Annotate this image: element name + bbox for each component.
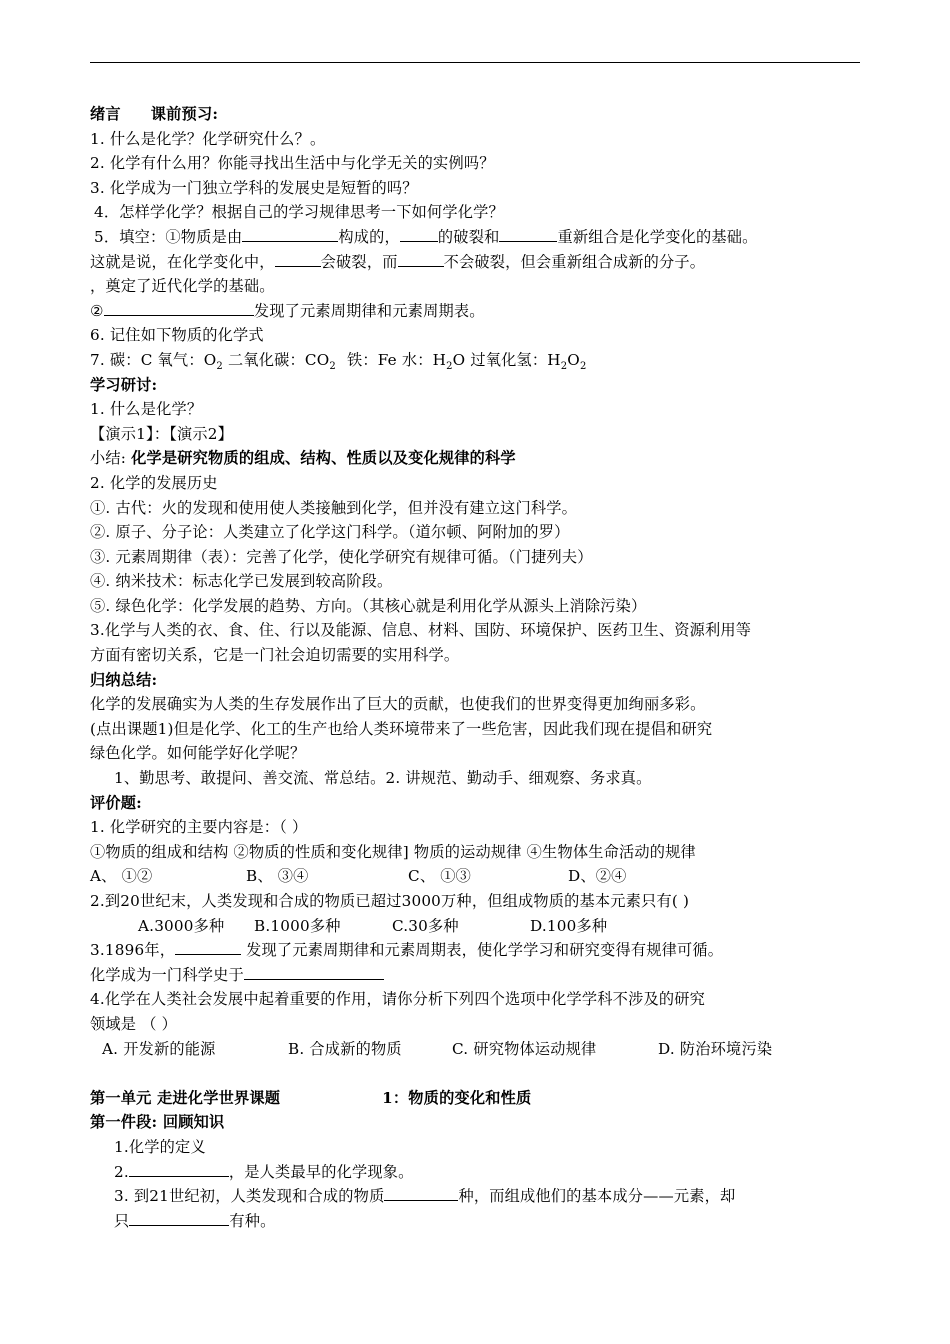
text: 这就是说，在化学变化中，: [90, 252, 275, 271]
subscript: 2: [560, 360, 568, 372]
text: 二氧化碳：CO: [227, 350, 330, 369]
study-3a: 3.化学与人类的衣、食、住、行以及能源、信息、材料、国防、环境保护、医药卫生、资源利用等: [90, 621, 752, 640]
text: 不会破裂，但会重新组合成新的分子。: [443, 252, 706, 271]
text: 发现了元素周期律和元素周期表。: [253, 301, 485, 320]
fill-blank[interactable]: [499, 226, 557, 242]
conclude-1: 化学的发展确实为人类的生存发展作出了巨大的贡献，也使我们的世界变得更加绚丽多彩。: [90, 695, 706, 714]
fill-blank[interactable]: [398, 251, 444, 267]
conclude-heading: 归纳总结:: [90, 670, 158, 689]
summary-text: 化学是研究物质的组成、结构、性质以及变化规律的科学: [131, 449, 516, 468]
eval-3-cont: [90, 963, 865, 988]
stage-heading: 第一件段: 回顾知识: [90, 1113, 225, 1132]
text: 会破裂，而: [320, 252, 398, 271]
text: 7. 碳：C 氧气：O: [90, 350, 217, 369]
eval-1-items: ①物质的组成和结构 ②物质的性质和变化规律] 物质的运动规律 ④生物体生命活动的规律: [90, 842, 696, 861]
fill-blank[interactable]: [104, 300, 254, 316]
question-4: 4．怎样学化学？根据自己的学习规律思考一下如何学化学？: [94, 203, 504, 222]
fill-blank[interactable]: [384, 1185, 458, 1201]
fill-blank[interactable]: [129, 1161, 229, 1177]
text: ，是人类最早的化学现象。: [228, 1162, 414, 1181]
fill-blank[interactable]: [275, 251, 321, 267]
section-subtitle: 课前预习:: [150, 105, 219, 123]
conclude-3: 绿色化学。如何能学好化学呢？: [90, 744, 306, 763]
option-b[interactable]: B. 合成新的物质: [288, 1039, 402, 1058]
text: 种，而组成他们的基本成分——元素，却: [458, 1187, 736, 1206]
option-c[interactable]: C、 ①③: [408, 867, 472, 886]
eval-4: 4.化学在人类社会发展中起着重要的作用，请你分析下列四个选项中化学学科不涉及的研究: [90, 990, 706, 1009]
text: 构成的，: [338, 227, 400, 246]
eval-2: 2.到20世纪末，人类发现和合成的物质已超过3000万种，但组成物质的基本元素只有( ): [90, 892, 690, 910]
option-a[interactable]: A.3000多种: [138, 916, 225, 935]
fill-blank[interactable]: [244, 964, 384, 980]
conclude-4: 1、勤思考、敢提问、善交流、常总结。2. 讲规范、勤动手、细观察、务求真。: [114, 769, 652, 788]
review-3-cont: [90, 1209, 865, 1234]
text: 2.: [114, 1162, 129, 1181]
study-1: 1. 什么是化学？: [90, 400, 203, 419]
text: 发现了元素周期律和元素周期表，使化学学习和研究变得有规律可循。: [241, 941, 724, 960]
review-1: 1.化学的定义: [114, 1137, 206, 1156]
summary-line: [90, 446, 865, 471]
text: 重新组合是化学变化的基础。: [557, 227, 758, 246]
question-7: [90, 348, 865, 373]
question-5-part2: [90, 299, 865, 324]
history-4: ④. 纳米技术：标志化学已发展到较高阶段。: [90, 572, 393, 591]
spacer: [90, 1061, 865, 1086]
subscript: 2: [579, 360, 587, 372]
header-rule: [90, 62, 860, 63]
option-a[interactable]: A、 ①②: [90, 867, 153, 886]
question-5-cont: [90, 250, 865, 275]
question-1: 1. 什么是化学？化学研究什么？。: [90, 129, 326, 148]
fill-blank[interactable]: [242, 226, 338, 242]
study-3b: 方面有密切关系，它是一门社会迫切需要的实用科学。: [90, 646, 460, 665]
text: ②: [90, 301, 104, 320]
summary-label: 小结:: [90, 449, 132, 468]
option-d[interactable]: D.100多种: [530, 916, 608, 935]
unit-title: 第一单元 走进化学世界课题: [90, 1088, 281, 1107]
question-5-cont2: ，奠定了近代化学的基础。: [90, 277, 275, 296]
option-c[interactable]: C.30多种: [392, 916, 459, 935]
section-title: 绪言: [90, 105, 121, 123]
study-heading: 学习研讨:: [90, 375, 158, 394]
question-3: 3. 化学成为一门独立学科的发展史是短暂的吗？: [90, 178, 418, 197]
text: 铁：Fe 水：H: [346, 350, 447, 369]
review-3: [90, 1184, 865, 1209]
subscript: 2: [329, 360, 336, 372]
question-6: 6. 记住如下物质的化学式: [90, 326, 264, 345]
text: 3. 到21世纪初，人类发现和合成的物质: [114, 1187, 385, 1206]
fill-blank[interactable]: [400, 226, 438, 242]
study-2: 2. 化学的发展历史: [90, 473, 218, 492]
history-5: ⑤. 绿色化学：化学发展的趋势、方向。（其核心就是利用化学从源头上消除污染）: [90, 596, 647, 615]
question-5: [90, 225, 865, 250]
eval-4-options: [90, 1037, 865, 1062]
document-body: [90, 102, 865, 1233]
option-c[interactable]: C. 研究物体运动规律: [452, 1039, 597, 1058]
eval-1-options: [90, 864, 865, 889]
option-b[interactable]: B、 ③④: [246, 867, 309, 886]
eval-3: [90, 938, 865, 963]
eval-1: 1. 化学研究的主要内容是：（ ）: [90, 818, 308, 837]
option-b[interactable]: B.1000多种: [254, 916, 341, 935]
unit-heading: [90, 1086, 865, 1111]
text: 的破裂和: [437, 227, 500, 246]
option-d[interactable]: D、②④: [568, 867, 627, 886]
eval-4-cont: 领域是 （ ）: [90, 1014, 177, 1033]
text: 有种。: [229, 1211, 276, 1230]
question-2: 2. 化学有什么用？你能寻找出生活中与化学无关的实例吗？: [90, 154, 495, 173]
history-3: ③. 元素周期律（表）：完善了化学，使化学研究有规律可循。（门捷列夫）: [90, 547, 593, 566]
preview-heading: [90, 102, 865, 127]
conclude-2: (点出课题1)但是化学、化工的生产也给人类环境带来了一些危害，因此我们现在提倡和研究: [90, 719, 713, 738]
text: 3.1896年，: [90, 941, 176, 960]
text: O 过氧化氢：H: [452, 350, 561, 369]
text: 只: [114, 1211, 130, 1230]
fill-blank[interactable]: [175, 939, 241, 955]
subscript: 2: [446, 360, 453, 372]
text: 5．填空：①物质是由: [94, 227, 243, 246]
review-2: [90, 1160, 865, 1185]
eval-heading: 评价题:: [90, 793, 142, 812]
fill-blank[interactable]: [129, 1210, 229, 1226]
subscript: 2: [216, 360, 223, 372]
history-2: ②. 原子、分子论：人类建立了化学这门科学。（道尔顿、阿附加的罗）: [90, 523, 570, 542]
option-a[interactable]: A. 开发新的能源: [102, 1039, 216, 1058]
option-d[interactable]: D. 防治环境污染: [658, 1039, 773, 1058]
demo-line: 【演示1】：【演示2】: [90, 424, 234, 443]
eval-2-options: [90, 914, 865, 939]
text: O: [567, 350, 580, 369]
unit-subtitle: 1：物质的变化和性质: [382, 1088, 532, 1107]
history-1: ①. 古代：火的发现和使用使人类接触到化学，但并没有建立这门科学。: [90, 498, 578, 517]
text: 化学成为一门科学史于: [90, 965, 244, 984]
